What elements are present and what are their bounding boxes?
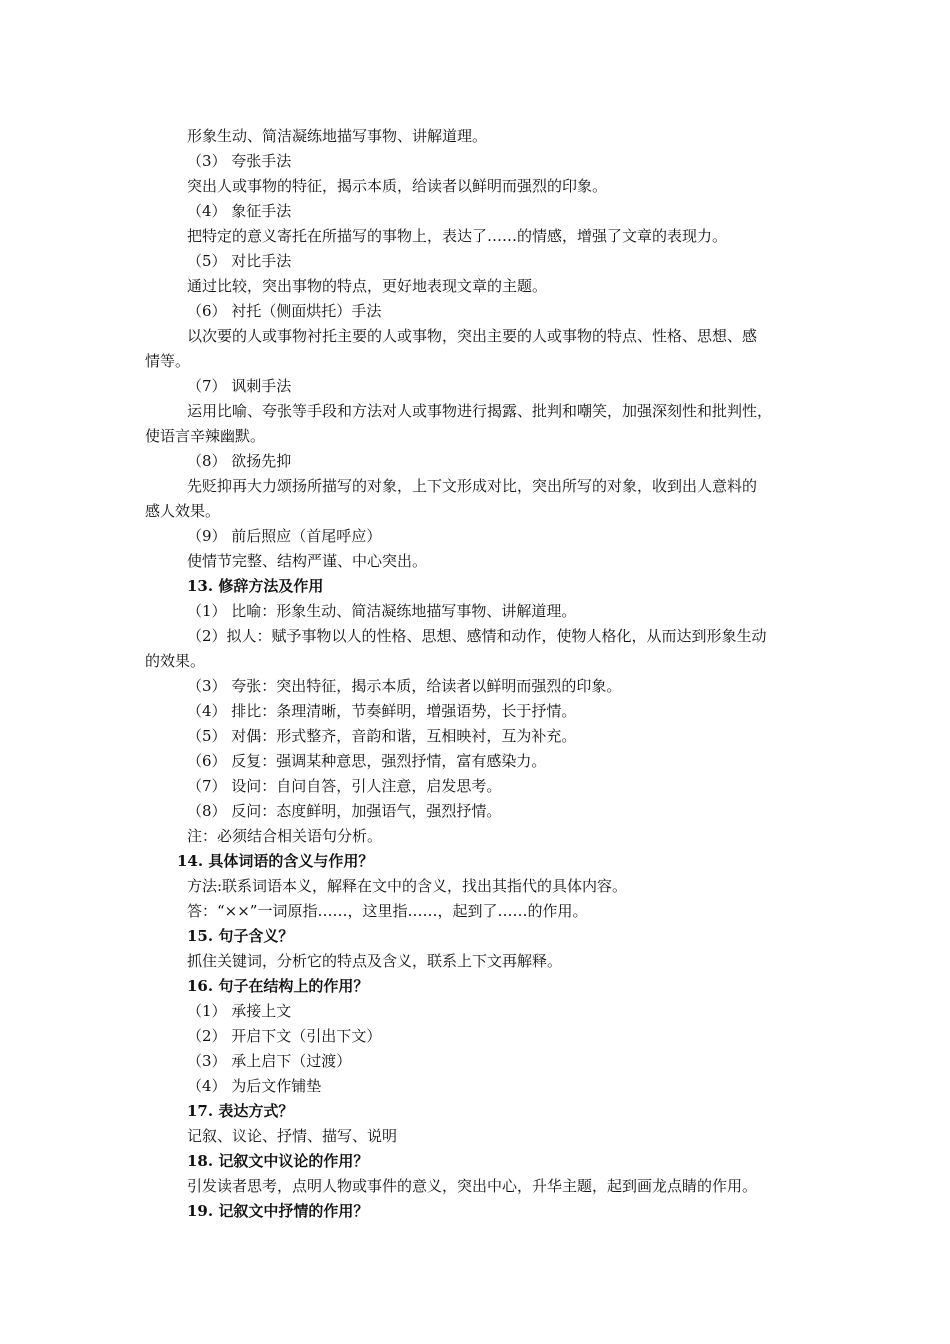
text-line: 先贬抑再大力颂扬所描写的对象，上下文形成对比，突出所写的对象，收到出人意料的 — [187, 477, 758, 495]
section-heading: 14. 具体词语的含义与作用？ — [177, 852, 374, 870]
text-line: 使情节完整、结构严谨、中心突出。 — [187, 552, 428, 570]
text-line: 答：“××”一词原指……，这里指……，起到了……的作用。 — [187, 902, 588, 920]
text-line: 把特定的意义寄托在所描写的事物上，表达了……的情感，增强了文章的表现力。 — [187, 227, 728, 245]
list-item: （2） 开启下文（引出下文） — [187, 1027, 382, 1045]
section-heading: 17. 表达方式？ — [187, 1102, 294, 1120]
section-heading: 18. 记叙文中议论的作用？ — [187, 1152, 369, 1170]
text-line: 以次要的人或事物衬托主要的人或事物，突出主要的人或事物的特点、性格、思想、感 — [187, 327, 758, 345]
text-line: 使语言辛辣幽默。 — [145, 427, 266, 445]
text-line: 引发读者思考，点明人物或事件的意义，突出中心，升华主题，起到画龙点睛的作用。 — [187, 1177, 758, 1195]
section-heading: 16. 句子在结构上的作用？ — [187, 977, 369, 995]
list-item: （6） 反复：强调某种意思，强烈抒情，富有感染力。 — [187, 752, 547, 770]
list-item: （1） 比喻：形象生动、简洁凝练地描写事物、讲解道理。 — [187, 602, 577, 620]
section-heading: 15. 句子含义？ — [187, 927, 294, 945]
list-item-heading: （3） 夸张手法 — [187, 152, 292, 170]
list-item-heading: （7） 讽刺手法 — [187, 377, 292, 395]
list-item-heading: （6） 衬托（侧面烘托）手法 — [187, 302, 382, 320]
text-line: 情等。 — [145, 352, 191, 370]
list-item-heading: （4） 象征手法 — [187, 202, 292, 220]
text-line: 突出人或事物的特征，揭示本质，给读者以鲜明而强烈的印象。 — [187, 177, 608, 195]
list-item-heading: （5） 对比手法 — [187, 252, 292, 270]
section-heading: 19. 记叙文中抒情的作用？ — [187, 1202, 369, 1220]
text-line: 抓住关键词，分析它的特点及含义，联系上下文再解释。 — [187, 952, 563, 970]
list-item: （5） 对偶：形式整齐，音韵和谐，互相映衬，互为补充。 — [187, 727, 577, 745]
note-line: 注：必须结合相关语句分析。 — [187, 827, 383, 845]
list-item: （3） 承上启下（过渡） — [187, 1052, 352, 1070]
text-line: 运用比喻、夸张等手段和方法对人或事物进行揭露、批判和嘲笑，加强深刻性和批判性， — [187, 402, 773, 420]
list-item: （1） 承接上文 — [187, 1002, 292, 1020]
text-line: 的效果。 — [145, 652, 206, 670]
list-item-heading: （8） 欲扬先抑 — [187, 452, 292, 470]
list-item: （2）拟人：赋予事物以人的性格、思想、感情和动作，使物人格化，从而达到形象生动 — [187, 627, 767, 645]
text-line: 形象生动、简洁凝练地描写事物、讲解道理。 — [187, 127, 488, 145]
text-line: 感人效果。 — [145, 502, 221, 520]
list-item: （4） 排比：条理清晰，节奏鲜明，增强语势，长于抒情。 — [187, 702, 577, 720]
text-line: 记叙、议论、抒情、描写、说明 — [187, 1127, 398, 1145]
list-item: （8） 反问：态度鲜明，加强语气，强烈抒情。 — [187, 802, 502, 820]
text-line: 通过比较，突出事物的特点，更好地表现文章的主题。 — [187, 277, 548, 295]
list-item-heading: （9） 前后照应（首尾呼应） — [187, 527, 382, 545]
list-item: （3） 夸张：突出特征，揭示本质，给读者以鲜明而强烈的印象。 — [187, 677, 622, 695]
section-heading: 13. 修辞方法及作用 — [187, 577, 324, 595]
text-line: 方法:联系词语本义，解释在文中的含义，找出其指代的具体内容。 — [187, 877, 628, 895]
list-item: （4） 为后文作铺垫 — [187, 1077, 322, 1095]
list-item: （7） 设问：自问自答，引人注意，启发思考。 — [187, 777, 502, 795]
